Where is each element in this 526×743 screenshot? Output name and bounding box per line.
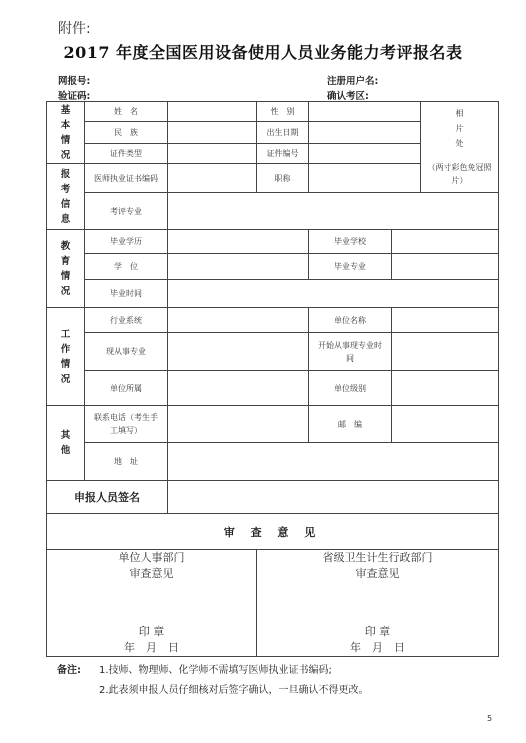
form-title: 2017 年度全国医用设备使用人员业务能力考评报名表 bbox=[63, 43, 463, 62]
right-dept: 省级卫生计生行政部门 bbox=[322, 551, 433, 564]
row-review bbox=[47, 550, 499, 657]
left-date: 年 月 日 bbox=[124, 641, 179, 654]
review-left[interactable] bbox=[47, 550, 257, 657]
username-label: 注册用户名: bbox=[327, 76, 379, 87]
grad-major-field[interactable] bbox=[392, 254, 499, 280]
grad-major-label: 毕业专业 bbox=[309, 254, 392, 280]
id-type-field[interactable] bbox=[168, 144, 257, 164]
row-industry bbox=[47, 308, 499, 333]
review-title: 审 查 意 见 bbox=[47, 514, 499, 550]
current-major-field[interactable] bbox=[168, 333, 309, 371]
license-no-field[interactable] bbox=[168, 164, 257, 193]
left-seal: 印 章 bbox=[138, 625, 165, 638]
school-label: 毕业学校 bbox=[309, 230, 392, 254]
section-basic: 基 本 情 况 bbox=[47, 102, 85, 164]
signature-label: 申报人员签名 bbox=[47, 481, 168, 514]
address-label: 地 址 bbox=[85, 443, 168, 481]
net-no-label: 网报号: bbox=[58, 76, 91, 87]
notes-line-2: 2.此表须申报人员仔细核对后签字确认，一旦确认不得更改。 bbox=[99, 685, 369, 696]
grad-time-label: 毕业时间 bbox=[85, 280, 168, 308]
row-degree-level bbox=[47, 230, 499, 254]
exam-major-label: 考评专业 bbox=[85, 193, 168, 230]
row-current-major bbox=[47, 333, 499, 371]
id-type-label: 证件类型 bbox=[85, 144, 168, 164]
degree-level-label: 毕业学历 bbox=[85, 230, 168, 254]
gender-label: 性 别 bbox=[257, 102, 309, 122]
left-opinion: 审查意见 bbox=[129, 567, 174, 580]
signature-field[interactable] bbox=[168, 481, 499, 514]
birth-field[interactable] bbox=[309, 122, 421, 144]
row-name bbox=[47, 102, 499, 122]
review-right[interactable] bbox=[257, 550, 499, 657]
row-affiliation bbox=[47, 371, 499, 406]
degree-level-field[interactable] bbox=[168, 230, 309, 254]
degree-field[interactable] bbox=[168, 254, 309, 280]
affiliation-label: 单位所属 bbox=[85, 371, 168, 406]
row-phone bbox=[47, 406, 499, 443]
title-field[interactable] bbox=[309, 164, 421, 193]
current-major-label: 现从事专业 bbox=[85, 333, 168, 371]
postcode-label: 邮 编 bbox=[309, 406, 392, 443]
phone-label: 联系电话（考生手工填写） bbox=[85, 406, 168, 443]
row-degree bbox=[47, 254, 499, 280]
right-date: 年 月 日 bbox=[350, 641, 405, 654]
unit-name-label: 单位名称 bbox=[309, 308, 392, 333]
address-field[interactable] bbox=[168, 443, 499, 481]
id-no-label: 证件编号 bbox=[257, 144, 309, 164]
verify-code-label: 验证码: bbox=[58, 91, 91, 102]
id-no-field[interactable] bbox=[309, 144, 421, 164]
section-exam: 报 考 信 息 bbox=[47, 164, 85, 230]
title-label: 职称 bbox=[257, 164, 309, 193]
school-field[interactable] bbox=[392, 230, 499, 254]
industry-field[interactable] bbox=[168, 308, 309, 333]
birth-label: 出生日期 bbox=[257, 122, 309, 144]
row-review-title bbox=[47, 514, 499, 550]
affiliation-field[interactable] bbox=[168, 371, 309, 406]
right-opinion: 审查意见 bbox=[355, 567, 400, 580]
notes bbox=[57, 661, 369, 696]
industry-label: 行业系统 bbox=[85, 308, 168, 333]
grad-time-field[interactable] bbox=[168, 280, 499, 308]
ethnicity-field[interactable] bbox=[168, 122, 257, 144]
attachment-label: 附件: bbox=[58, 21, 91, 37]
notes-label: 备注: bbox=[57, 665, 81, 676]
notes-line-1: 1.技师、物理师、化学师不需填写医师执业证书编码; bbox=[99, 665, 332, 676]
section-other: 其 他 bbox=[47, 406, 85, 481]
exam-area-label: 确认考区: bbox=[327, 91, 369, 102]
section-work: 工 作 情 况 bbox=[47, 308, 85, 406]
photo-area[interactable]: 相 片 处 （两寸彩色免冠照片） bbox=[421, 102, 499, 193]
row-grad-time bbox=[47, 280, 499, 308]
ethnicity-label: 民 族 bbox=[85, 122, 168, 144]
start-time-field[interactable] bbox=[392, 333, 499, 371]
name-field[interactable] bbox=[168, 102, 257, 122]
page-number: 5 bbox=[487, 714, 493, 723]
unit-name-field[interactable] bbox=[392, 308, 499, 333]
row-signature bbox=[47, 481, 499, 514]
right-seal: 印 章 bbox=[364, 625, 391, 638]
row-major bbox=[47, 193, 499, 230]
photo-note: （两寸彩色免冠照片） bbox=[427, 163, 492, 185]
left-dept: 单位人事部门 bbox=[118, 551, 185, 564]
start-time-label: 开始从事现专业时间 bbox=[309, 333, 392, 371]
row-address bbox=[47, 443, 499, 481]
unit-level-field[interactable] bbox=[392, 371, 499, 406]
unit-level-label: 单位级别 bbox=[309, 371, 392, 406]
postcode-field[interactable] bbox=[392, 406, 499, 443]
exam-major-field[interactable] bbox=[168, 193, 499, 230]
gender-field[interactable] bbox=[309, 102, 421, 122]
section-education: 教 育 情 况 bbox=[47, 230, 85, 308]
license-no-label: 医师执业证书编码 bbox=[85, 164, 168, 193]
name-label: 姓 名 bbox=[85, 102, 168, 122]
degree-label: 学 位 bbox=[85, 254, 168, 280]
phone-field[interactable] bbox=[168, 406, 309, 443]
registration-form-table bbox=[46, 101, 499, 657]
